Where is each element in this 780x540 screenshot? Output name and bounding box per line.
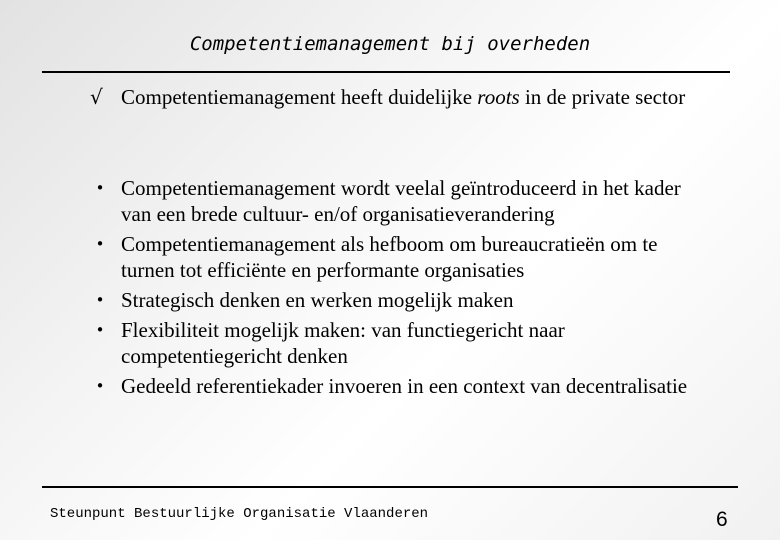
list-item: • Gedeeld referentiekader invoeren in een context van decentralisatie [90, 373, 710, 399]
intro-italic-word: roots [477, 85, 520, 109]
intro-item [90, 84, 690, 110]
list-item: • Competentiemanagement als hefboom om bureaucratieën om te turnen tot efficiënte en performante organisaties [90, 231, 710, 283]
page-number: 6 [716, 508, 728, 531]
list-item: • Competentiemanagement wordt veelal geïntroduceerd in het kader van een brede cultuur- en/of organisatieverandering [90, 175, 710, 227]
title-divider [42, 71, 730, 73]
bullet-list [90, 175, 710, 403]
list-item: • Flexibiliteit mogelijk maken: van functiegericht naar competentiegericht denken [90, 317, 710, 369]
slide-title: Competentiemanagement bij overheden [189, 33, 591, 55]
bullet-icon: • [95, 291, 105, 309]
bullet-icon: • [95, 377, 105, 395]
footer-organization: Steunpunt Bestuurlijke Organisatie Vlaanderen [50, 506, 429, 522]
list-item: • Strategisch denken en werken mogelijk maken [90, 287, 710, 313]
bullet-icon: • [95, 321, 105, 339]
bullet-icon: • [95, 235, 105, 253]
bullet-icon: • [95, 179, 105, 197]
footer-divider [42, 486, 738, 488]
intro-text: Competentiemanagement heeft duidelijke roots in de private sector [121, 85, 686, 109]
check-icon: √ [90, 85, 103, 109]
